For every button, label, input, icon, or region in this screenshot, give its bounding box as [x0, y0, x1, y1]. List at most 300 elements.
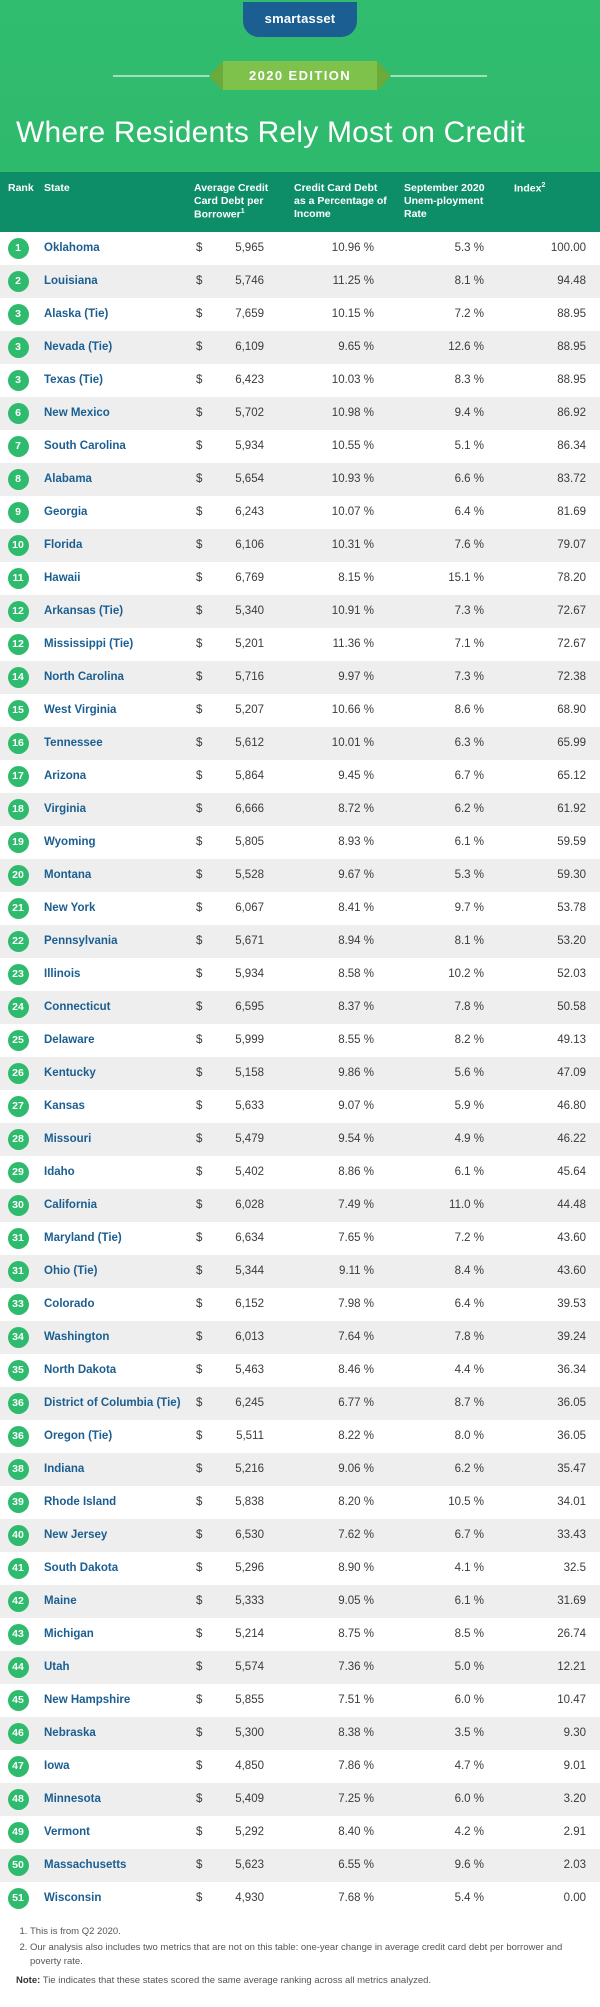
edition-banner — [0, 61, 600, 90]
cell-debt-percentage-of-income: 9.65 % — [286, 331, 396, 364]
currency-symbol: $ — [196, 704, 203, 717]
cell-unemployment-rate: 7.6 % — [396, 529, 506, 562]
cell-rank — [0, 628, 36, 661]
cell-state: South Dakota — [36, 1552, 186, 1585]
cell-average-credit-card-debt — [186, 430, 286, 463]
logo-container — [0, 0, 600, 37]
debt-value: 5,207 — [235, 704, 264, 717]
cell-unemployment-rate: 6.7 % — [396, 760, 506, 793]
debt-value: 6,106 — [235, 539, 264, 552]
cell-rank — [0, 1486, 36, 1519]
cell-state: Louisiana — [36, 265, 186, 298]
cell-index: 36.05 — [506, 1420, 600, 1453]
rank-badge: 19 — [8, 832, 29, 853]
table-row — [0, 1189, 600, 1222]
debt-value: 5,746 — [235, 275, 264, 288]
cell-state: Massachusetts — [36, 1849, 186, 1882]
rank-badge: 20 — [8, 865, 29, 886]
rank-badge: 14 — [8, 667, 29, 688]
cell-unemployment-rate: 3.5 % — [396, 1717, 506, 1750]
cell-state: Pennsylvania — [36, 925, 186, 958]
cell-index: 33.43 — [506, 1519, 600, 1552]
currency-symbol: $ — [196, 1100, 203, 1113]
cell-index: 79.07 — [506, 529, 600, 562]
cell-average-credit-card-debt — [186, 1717, 286, 1750]
rank-badge: 48 — [8, 1789, 29, 1810]
cell-debt-percentage-of-income: 9.45 % — [286, 760, 396, 793]
cell-average-credit-card-debt — [186, 1222, 286, 1255]
currency-symbol: $ — [196, 1232, 203, 1245]
table-row — [0, 661, 600, 694]
cell-unemployment-rate: 4.4 % — [396, 1354, 506, 1387]
cell-index: 83.72 — [506, 463, 600, 496]
cell-index: 2.91 — [506, 1816, 600, 1849]
currency-symbol: $ — [196, 1430, 203, 1443]
cell-average-credit-card-debt — [186, 397, 286, 430]
table-row — [0, 1222, 600, 1255]
cell-index: 65.99 — [506, 727, 600, 760]
currency-symbol: $ — [196, 374, 203, 387]
currency-symbol: $ — [196, 770, 203, 783]
cell-unemployment-rate: 8.3 % — [396, 364, 506, 397]
cell-debt-percentage-of-income: 9.11 % — [286, 1255, 396, 1288]
cell-state: Mississippi (Tie) — [36, 628, 186, 661]
cell-state: New Jersey — [36, 1519, 186, 1552]
currency-symbol: $ — [196, 671, 203, 684]
debt-value: 5,612 — [235, 737, 264, 750]
cell-debt-percentage-of-income: 8.22 % — [286, 1420, 396, 1453]
debt-value: 6,245 — [235, 1397, 264, 1410]
cell-average-credit-card-debt — [186, 265, 286, 298]
cell-rank — [0, 1321, 36, 1354]
cell-state: Nebraska — [36, 1717, 186, 1750]
cell-rank — [0, 1354, 36, 1387]
cell-unemployment-rate: 5.9 % — [396, 1090, 506, 1123]
cell-debt-percentage-of-income: 8.15 % — [286, 562, 396, 595]
cell-debt-percentage-of-income: 9.07 % — [286, 1090, 396, 1123]
cell-index: 44.48 — [506, 1189, 600, 1222]
cell-average-credit-card-debt — [186, 1783, 286, 1816]
cell-debt-percentage-of-income: 10.01 % — [286, 727, 396, 760]
debt-value: 5,999 — [235, 1034, 264, 1047]
debt-value: 6,152 — [235, 1298, 264, 1311]
cell-rank — [0, 859, 36, 892]
cell-unemployment-rate: 4.2 % — [396, 1816, 506, 1849]
cell-state: Montana — [36, 859, 186, 892]
rank-badge: 26 — [8, 1063, 29, 1084]
debt-value: 5,292 — [235, 1826, 264, 1839]
debt-value: 5,402 — [235, 1166, 264, 1179]
rank-badge: 36 — [8, 1393, 29, 1414]
table-row — [0, 1519, 600, 1552]
currency-symbol: $ — [196, 1298, 203, 1311]
currency-symbol: $ — [196, 407, 203, 420]
cell-average-credit-card-debt — [186, 1453, 286, 1486]
cell-unemployment-rate: 8.5 % — [396, 1618, 506, 1651]
currency-symbol: $ — [196, 1001, 203, 1014]
table-row — [0, 1420, 600, 1453]
rank-badge: 31 — [8, 1228, 29, 1249]
table-row — [0, 1684, 600, 1717]
currency-symbol: $ — [196, 1331, 203, 1344]
cell-rank — [0, 1849, 36, 1882]
currency-symbol: $ — [196, 1265, 203, 1278]
cell-index: 32.5 — [506, 1552, 600, 1585]
cell-average-credit-card-debt — [186, 1354, 286, 1387]
debt-value: 5,838 — [235, 1496, 264, 1509]
currency-symbol: $ — [196, 1364, 203, 1377]
cell-index: 39.24 — [506, 1321, 600, 1354]
rank-badge: 27 — [8, 1096, 29, 1117]
cell-unemployment-rate: 6.3 % — [396, 727, 506, 760]
table-row — [0, 496, 600, 529]
cell-unemployment-rate: 8.1 % — [396, 265, 506, 298]
currency-symbol: $ — [196, 638, 203, 651]
cell-average-credit-card-debt — [186, 1024, 286, 1057]
cell-unemployment-rate: 5.1 % — [396, 430, 506, 463]
cell-average-credit-card-debt — [186, 1552, 286, 1585]
currency-symbol: $ — [196, 1760, 203, 1773]
rank-badge: 43 — [8, 1624, 29, 1645]
smartasset-logo — [243, 2, 358, 37]
cell-average-credit-card-debt — [186, 991, 286, 1024]
cell-unemployment-rate: 8.6 % — [396, 694, 506, 727]
cell-rank — [0, 1024, 36, 1057]
cell-debt-percentage-of-income: 9.67 % — [286, 859, 396, 892]
cell-unemployment-rate: 6.0 % — [396, 1684, 506, 1717]
cell-debt-percentage-of-income: 10.66 % — [286, 694, 396, 727]
rankings-table — [0, 172, 600, 1915]
cell-debt-percentage-of-income: 9.86 % — [286, 1057, 396, 1090]
currency-symbol: $ — [196, 968, 203, 981]
cell-state: Kansas — [36, 1090, 186, 1123]
cell-average-credit-card-debt — [186, 496, 286, 529]
rank-badge: 22 — [8, 931, 29, 952]
rank-badge: 9 — [8, 502, 29, 523]
cell-state: Hawaii — [36, 562, 186, 595]
currency-symbol: $ — [196, 275, 203, 288]
cell-state: Oklahoma — [36, 232, 186, 265]
cell-unemployment-rate: 6.7 % — [396, 1519, 506, 1552]
debt-value: 6,013 — [235, 1331, 264, 1344]
table-row — [0, 1717, 600, 1750]
currency-symbol: $ — [196, 1727, 203, 1740]
cell-average-credit-card-debt — [186, 1321, 286, 1354]
footnote-note — [16, 1974, 586, 1989]
cell-average-credit-card-debt — [186, 628, 286, 661]
cell-unemployment-rate: 7.3 % — [396, 661, 506, 694]
cell-rank — [0, 661, 36, 694]
currency-symbol: $ — [196, 1496, 203, 1509]
logo-text: smartasset — [264, 11, 336, 26]
cell-state: Vermont — [36, 1816, 186, 1849]
rank-badge: 36 — [8, 1426, 29, 1447]
cell-debt-percentage-of-income: 9.97 % — [286, 661, 396, 694]
cell-state: Delaware — [36, 1024, 186, 1057]
cell-debt-percentage-of-income: 9.05 % — [286, 1585, 396, 1618]
cell-state: Arkansas (Tie) — [36, 595, 186, 628]
column-header-state: State — [36, 172, 186, 232]
cell-debt-percentage-of-income: 7.25 % — [286, 1783, 396, 1816]
cell-average-credit-card-debt — [186, 298, 286, 331]
cell-average-credit-card-debt — [186, 562, 286, 595]
cell-average-credit-card-debt — [186, 826, 286, 859]
debt-value: 5,479 — [235, 1133, 264, 1146]
cell-index: 68.90 — [506, 694, 600, 727]
cell-unemployment-rate: 7.8 % — [396, 991, 506, 1024]
cell-rank — [0, 1057, 36, 1090]
currency-symbol: $ — [196, 737, 203, 750]
rank-badge: 45 — [8, 1690, 29, 1711]
banner-line-left — [113, 75, 223, 77]
cell-state: Maryland (Tie) — [36, 1222, 186, 1255]
debt-value: 5,333 — [235, 1595, 264, 1608]
cell-state: District of Columbia (Tie) — [36, 1387, 186, 1420]
table-row — [0, 331, 600, 364]
cell-average-credit-card-debt — [186, 1816, 286, 1849]
cell-average-credit-card-debt — [186, 661, 286, 694]
cell-unemployment-rate: 8.2 % — [396, 1024, 506, 1057]
cell-rank — [0, 925, 36, 958]
cell-rank — [0, 1222, 36, 1255]
cell-rank — [0, 298, 36, 331]
cell-index: 31.69 — [506, 1585, 600, 1618]
banner-line-right — [377, 75, 487, 77]
cell-index: 53.78 — [506, 892, 600, 925]
cell-rank — [0, 958, 36, 991]
cell-debt-percentage-of-income: 7.65 % — [286, 1222, 396, 1255]
cell-rank — [0, 1684, 36, 1717]
rank-badge: 18 — [8, 799, 29, 820]
cell-rank — [0, 364, 36, 397]
cell-unemployment-rate: 7.2 % — [396, 1222, 506, 1255]
debt-value: 5,805 — [235, 836, 264, 849]
debt-value: 5,296 — [235, 1562, 264, 1575]
cell-average-credit-card-debt — [186, 1585, 286, 1618]
cell-index: 88.95 — [506, 364, 600, 397]
cell-state: Missouri — [36, 1123, 186, 1156]
cell-unemployment-rate: 6.4 % — [396, 1288, 506, 1321]
cell-rank — [0, 760, 36, 793]
cell-state: Wyoming — [36, 826, 186, 859]
cell-debt-percentage-of-income: 7.98 % — [286, 1288, 396, 1321]
rank-badge: 42 — [8, 1591, 29, 1612]
cell-debt-percentage-of-income: 8.55 % — [286, 1024, 396, 1057]
cell-average-credit-card-debt — [186, 1189, 286, 1222]
column-header-percentage: Credit Card Debt as a Percentage of Income — [286, 172, 396, 232]
footnote-list — [16, 1925, 586, 1970]
column-header-index-sup: 2 — [541, 182, 546, 189]
cell-state: Minnesota — [36, 1783, 186, 1816]
debt-value: 5,511 — [236, 1430, 264, 1443]
cell-state: New York — [36, 892, 186, 925]
rank-badge: 3 — [8, 337, 29, 358]
cell-state: New Mexico — [36, 397, 186, 430]
cell-index: 9.30 — [506, 1717, 600, 1750]
debt-value: 5,633 — [235, 1100, 264, 1113]
table-row — [0, 1882, 600, 1915]
cell-average-credit-card-debt — [186, 364, 286, 397]
debt-value: 5,671 — [235, 935, 264, 948]
cell-unemployment-rate: 8.1 % — [396, 925, 506, 958]
cell-average-credit-card-debt — [186, 727, 286, 760]
debt-value: 6,769 — [235, 572, 264, 585]
cell-state: Maine — [36, 1585, 186, 1618]
table-row — [0, 364, 600, 397]
debt-value: 4,850 — [235, 1760, 264, 1773]
rank-badge: 6 — [8, 403, 29, 424]
cell-average-credit-card-debt — [186, 1651, 286, 1684]
footnote-note-text: Tie indicates that these states scored the same average ranking across all metrics analyzed. — [40, 1975, 432, 1987]
cell-debt-percentage-of-income: 11.25 % — [286, 265, 396, 298]
footnotes — [0, 1915, 600, 2007]
rank-badge: 21 — [8, 898, 29, 919]
debt-value: 6,243 — [235, 506, 264, 519]
debt-value: 5,716 — [235, 671, 264, 684]
cell-debt-percentage-of-income: 10.03 % — [286, 364, 396, 397]
debt-value: 5,855 — [235, 1694, 264, 1707]
cell-index: 45.64 — [506, 1156, 600, 1189]
cell-index: 53.20 — [506, 925, 600, 958]
cell-debt-percentage-of-income: 6.55 % — [286, 1849, 396, 1882]
cell-index: 36.34 — [506, 1354, 600, 1387]
edition-badge: 2020 EDITION — [223, 61, 377, 90]
table-row — [0, 958, 600, 991]
table-row — [0, 892, 600, 925]
rank-badge: 10 — [8, 535, 29, 556]
currency-symbol: $ — [196, 803, 203, 816]
cell-index: 0.00 — [506, 1882, 600, 1915]
cell-average-credit-card-debt — [186, 1057, 286, 1090]
cell-debt-percentage-of-income: 8.46 % — [286, 1354, 396, 1387]
cell-state: Iowa — [36, 1750, 186, 1783]
cell-state: Illinois — [36, 958, 186, 991]
currency-symbol: $ — [196, 1199, 203, 1212]
cell-index: 52.03 — [506, 958, 600, 991]
cell-rank — [0, 1585, 36, 1618]
cell-debt-percentage-of-income: 10.31 % — [286, 529, 396, 562]
column-header-debt-sup: 1 — [240, 208, 245, 216]
cell-rank — [0, 1387, 36, 1420]
rank-badge: 17 — [8, 766, 29, 787]
cell-average-credit-card-debt — [186, 529, 286, 562]
cell-rank — [0, 991, 36, 1024]
cell-unemployment-rate: 5.3 % — [396, 859, 506, 892]
cell-index: 3.20 — [506, 1783, 600, 1816]
cell-unemployment-rate: 6.1 % — [396, 1156, 506, 1189]
cell-rank — [0, 496, 36, 529]
currency-symbol: $ — [196, 902, 203, 915]
table-row — [0, 1618, 600, 1651]
rank-badge: 29 — [8, 1162, 29, 1183]
currency-symbol: $ — [196, 539, 203, 552]
debt-value: 7,659 — [235, 308, 264, 321]
currency-symbol: $ — [196, 1034, 203, 1047]
currency-symbol: $ — [196, 341, 203, 354]
cell-rank — [0, 1618, 36, 1651]
cell-state: Washington — [36, 1321, 186, 1354]
table-row — [0, 397, 600, 430]
cell-unemployment-rate: 4.1 % — [396, 1552, 506, 1585]
debt-value: 5,214 — [235, 1628, 264, 1641]
cell-debt-percentage-of-income: 11.36 % — [286, 628, 396, 661]
table-row — [0, 1816, 600, 1849]
currency-symbol: $ — [196, 1166, 203, 1179]
table-row — [0, 430, 600, 463]
cell-debt-percentage-of-income: 8.86 % — [286, 1156, 396, 1189]
cell-rank — [0, 727, 36, 760]
cell-rank — [0, 1750, 36, 1783]
column-header-debt — [186, 172, 286, 232]
cell-rank — [0, 1651, 36, 1684]
cell-index: 39.53 — [506, 1288, 600, 1321]
cell-unemployment-rate: 5.6 % — [396, 1057, 506, 1090]
cell-rank — [0, 265, 36, 298]
table-row — [0, 1453, 600, 1486]
cell-debt-percentage-of-income: 7.68 % — [286, 1882, 396, 1915]
debt-value: 5,965 — [235, 242, 264, 255]
cell-debt-percentage-of-income: 8.58 % — [286, 958, 396, 991]
cell-unemployment-rate: 7.3 % — [396, 595, 506, 628]
header — [0, 0, 600, 172]
cell-unemployment-rate: 8.4 % — [396, 1255, 506, 1288]
currency-symbol: $ — [196, 1892, 203, 1905]
rank-badge: 49 — [8, 1822, 29, 1843]
cell-unemployment-rate: 6.1 % — [396, 826, 506, 859]
cell-unemployment-rate: 6.1 % — [396, 1585, 506, 1618]
cell-state: Rhode Island — [36, 1486, 186, 1519]
cell-average-credit-card-debt — [186, 1519, 286, 1552]
cell-index: 46.80 — [506, 1090, 600, 1123]
cell-index: 9.01 — [506, 1750, 600, 1783]
cell-state: Nevada (Tie) — [36, 331, 186, 364]
cell-debt-percentage-of-income: 8.41 % — [286, 892, 396, 925]
cell-average-credit-card-debt — [186, 463, 286, 496]
cell-rank — [0, 1816, 36, 1849]
cell-unemployment-rate: 6.0 % — [396, 1783, 506, 1816]
cell-state: Idaho — [36, 1156, 186, 1189]
cell-index: 72.67 — [506, 595, 600, 628]
cell-unemployment-rate: 10.5 % — [396, 1486, 506, 1519]
cell-average-credit-card-debt — [186, 1090, 286, 1123]
cell-state: Texas (Tie) — [36, 364, 186, 397]
cell-state: North Dakota — [36, 1354, 186, 1387]
debt-value: 5,300 — [235, 1727, 264, 1740]
cell-average-credit-card-debt — [186, 1486, 286, 1519]
currency-symbol: $ — [196, 242, 203, 255]
table-row — [0, 1288, 600, 1321]
cell-state: Florida — [36, 529, 186, 562]
cell-rank — [0, 562, 36, 595]
cell-index: 59.59 — [506, 826, 600, 859]
currency-symbol: $ — [196, 506, 203, 519]
table-row — [0, 1024, 600, 1057]
currency-symbol: $ — [196, 1562, 203, 1575]
currency-symbol: $ — [196, 1397, 203, 1410]
cell-rank — [0, 1717, 36, 1750]
rank-badge: 15 — [8, 700, 29, 721]
cell-index: 35.47 — [506, 1453, 600, 1486]
debt-value: 5,654 — [235, 473, 264, 486]
cell-state: West Virginia — [36, 694, 186, 727]
cell-rank — [0, 430, 36, 463]
table-body — [0, 232, 600, 1915]
cell-state: Colorado — [36, 1288, 186, 1321]
currency-symbol: $ — [196, 1463, 203, 1476]
currency-symbol: $ — [196, 1529, 203, 1542]
rank-badge: 3 — [8, 304, 29, 325]
debt-value: 5,409 — [235, 1793, 264, 1806]
